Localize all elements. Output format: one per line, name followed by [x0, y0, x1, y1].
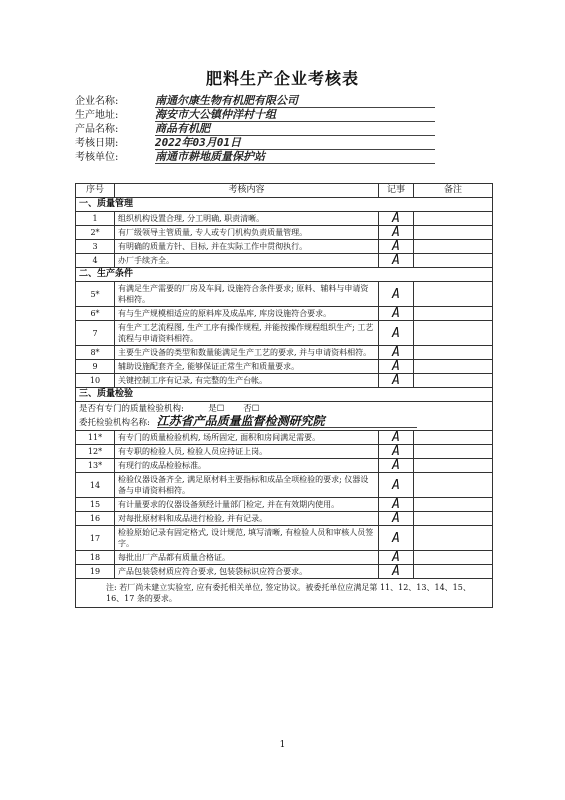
table-row: [76, 240, 493, 254]
info-label: 产品名称:: [75, 124, 119, 135]
row-no: 8*: [76, 346, 115, 360]
row-mark: A: [379, 374, 414, 388]
header-content: 考核内容: [115, 184, 379, 198]
page-number: 1: [279, 740, 286, 750]
row-mark: A: [379, 473, 414, 498]
row-note: [414, 282, 493, 307]
inspection-org-info: [76, 402, 493, 431]
row-no: 5*: [76, 282, 115, 307]
row-content: 有厂级领导主管质量, 专人或专门机构负责质量管理。: [115, 226, 379, 240]
section-title: 一、质量管理: [76, 198, 493, 212]
table-row: [76, 526, 493, 551]
row-content: 检验原始记录有固定格式, 设计规范, 填写清晰, 有检验人员和审核人员签字。: [115, 526, 379, 551]
row-mark: A: [379, 212, 414, 226]
row-note: [414, 254, 493, 268]
row-no: 1: [76, 212, 115, 226]
row-content: 有生产工艺流程图, 生产工序有操作规程, 并能按操作规程组织生产; 工艺流程与申请资料相符。: [115, 321, 379, 346]
assessment-table: [75, 183, 493, 608]
row-mark: A: [379, 307, 414, 321]
table-row: [76, 254, 493, 268]
row-note: [414, 459, 493, 473]
row-content: 对每批原材料和成品进行检验, 并有记录。: [115, 512, 379, 526]
row-mark: A: [379, 445, 414, 459]
row-mark: A: [379, 226, 414, 240]
header-no: 序号: [76, 184, 115, 198]
header-remarks: 备注: [414, 184, 493, 198]
info-label: 考核日期:: [75, 138, 119, 149]
row-content: 有满足生产需要的厂房及车间, 设施符合条件要求; 原料、辅料与申请资料相符。: [115, 282, 379, 307]
table-row: [76, 360, 493, 374]
row-content: 检验仪器设备齐全, 满足原材料主要指标和成品全项检验的要求; 仪器设备与申请资料相符。: [115, 473, 379, 498]
inspection-question: 是否有专门的质量检验机构:: [79, 404, 184, 414]
info-label: 考核单位:: [75, 152, 119, 163]
row-note: [414, 498, 493, 512]
entrust-label: 委托检验机构名称:: [79, 418, 150, 428]
row-no: 13*: [76, 459, 115, 473]
row-no: 9: [76, 360, 115, 374]
row-mark: A: [379, 512, 414, 526]
table-row: [76, 374, 493, 388]
row-mark: A: [379, 551, 414, 565]
table-row: [76, 459, 493, 473]
row-note: [414, 212, 493, 226]
row-note: [414, 526, 493, 551]
table-row: [76, 565, 493, 579]
row-note: [414, 473, 493, 498]
row-no: 16: [76, 512, 115, 526]
table-header-row: [76, 184, 493, 198]
page-title: 肥料生产企业考核表: [205, 69, 359, 88]
row-content: 辅助设施配套齐全, 能够保证正常生产和质量要求。: [115, 360, 379, 374]
table-row: [76, 321, 493, 346]
row-note: [414, 445, 493, 459]
row-no: 10: [76, 374, 115, 388]
yes-checkbox[interactable]: 是☐: [208, 404, 225, 414]
info-label: 企业名称:: [75, 96, 119, 107]
table-row: [76, 473, 493, 498]
row-no: 6*: [76, 307, 115, 321]
row-mark: A: [379, 360, 414, 374]
row-content: 有明确的质量方针、目标, 并在实际工作中贯彻执行。: [115, 240, 379, 254]
row-no: 11*: [76, 431, 115, 445]
table-row: [76, 346, 493, 360]
row-content: 有现行的成品检验标准。: [115, 459, 379, 473]
row-no: 7: [76, 321, 115, 346]
row-note: [414, 307, 493, 321]
row-mark: A: [379, 254, 414, 268]
table-row: [76, 551, 493, 565]
row-mark: A: [379, 498, 414, 512]
info-value: 南通市耕地质量保护站: [155, 150, 435, 164]
row-mark: A: [379, 346, 414, 360]
info-company: [75, 94, 298, 108]
info-label: 生产地址:: [75, 110, 119, 121]
row-no: 19: [76, 565, 115, 579]
row-mark: A: [379, 526, 414, 551]
row-content: 有专门的质量检验机构, 场所固定, 面积和房间满足需要。: [115, 431, 379, 445]
table-row: [76, 445, 493, 459]
info-date: [75, 136, 241, 150]
footnote: 注: 若厂尚未建立实验室, 应有委托相关单位, 签定协议。被委托单位应满足第 11、12、13、14、15、16、17 条的要求。: [76, 579, 493, 608]
table-row: [76, 226, 493, 240]
row-content: 有与生产规模相适应的原料库及成品库, 库房设施符合要求。: [115, 307, 379, 321]
table-row: [76, 431, 493, 445]
row-note: [414, 240, 493, 254]
table-row: [76, 307, 493, 321]
row-note: [414, 551, 493, 565]
row-content: 有计量要求的仪器设备须经计量部门检定, 并在有效期内使用。: [115, 498, 379, 512]
row-no: 3: [76, 240, 115, 254]
row-content: 每批出厂产品都有质量合格证。: [115, 551, 379, 565]
row-no: 18: [76, 551, 115, 565]
row-no: 2*: [76, 226, 115, 240]
table-row: [76, 212, 493, 226]
row-no: 4: [76, 254, 115, 268]
table-row: [76, 512, 493, 526]
table-row: [76, 282, 493, 307]
header-record: 记事: [379, 184, 414, 198]
row-note: [414, 431, 493, 445]
row-no: 15: [76, 498, 115, 512]
info-value: 南通尔康生物有机肥有限公司: [155, 94, 435, 108]
row-mark: A: [379, 282, 414, 307]
section-title: 二、生产条件: [76, 268, 493, 282]
info-value: 商品有机肥: [155, 122, 435, 136]
entrust-value: 江苏省产品质量监督检测研究院: [157, 415, 417, 428]
no-checkbox[interactable]: 否☐: [243, 404, 260, 414]
row-content: 主要生产设备的类型和数量能满足生产工艺的要求, 并与申请资料相符。: [115, 346, 379, 360]
row-mark: A: [379, 321, 414, 346]
row-mark: A: [379, 240, 414, 254]
info-value: 2022年03月01日: [155, 136, 435, 150]
row-note: [414, 321, 493, 346]
row-no: 17: [76, 526, 115, 551]
table-row: [76, 498, 493, 512]
row-note: [414, 374, 493, 388]
row-mark: A: [379, 565, 414, 579]
row-note: [414, 346, 493, 360]
row-note: [414, 565, 493, 579]
row-content: 关键控制工序有记录, 有完整的生产台帐。: [115, 374, 379, 388]
row-note: [414, 226, 493, 240]
row-note: [414, 512, 493, 526]
info-value: 海安市大公镇仲洋村十组: [155, 108, 435, 122]
row-no: 14: [76, 473, 115, 498]
info-product: [75, 122, 210, 136]
row-no: 12*: [76, 445, 115, 459]
row-mark: A: [379, 431, 414, 445]
row-mark: A: [379, 459, 414, 473]
row-content: 产品包装袋材质应符合要求, 包装袋标识应符合要求。: [115, 565, 379, 579]
section-title: 三、质量检验: [76, 388, 493, 402]
info-unit: [75, 150, 265, 164]
row-note: [414, 360, 493, 374]
row-content: 组织机构设置合理, 分工明确, 职责清晰。: [115, 212, 379, 226]
info-address: [75, 108, 276, 122]
row-content: 有专职的检验人员, 检验人员应持证上岗。: [115, 445, 379, 459]
row-content: 办厂手续齐全。: [115, 254, 379, 268]
